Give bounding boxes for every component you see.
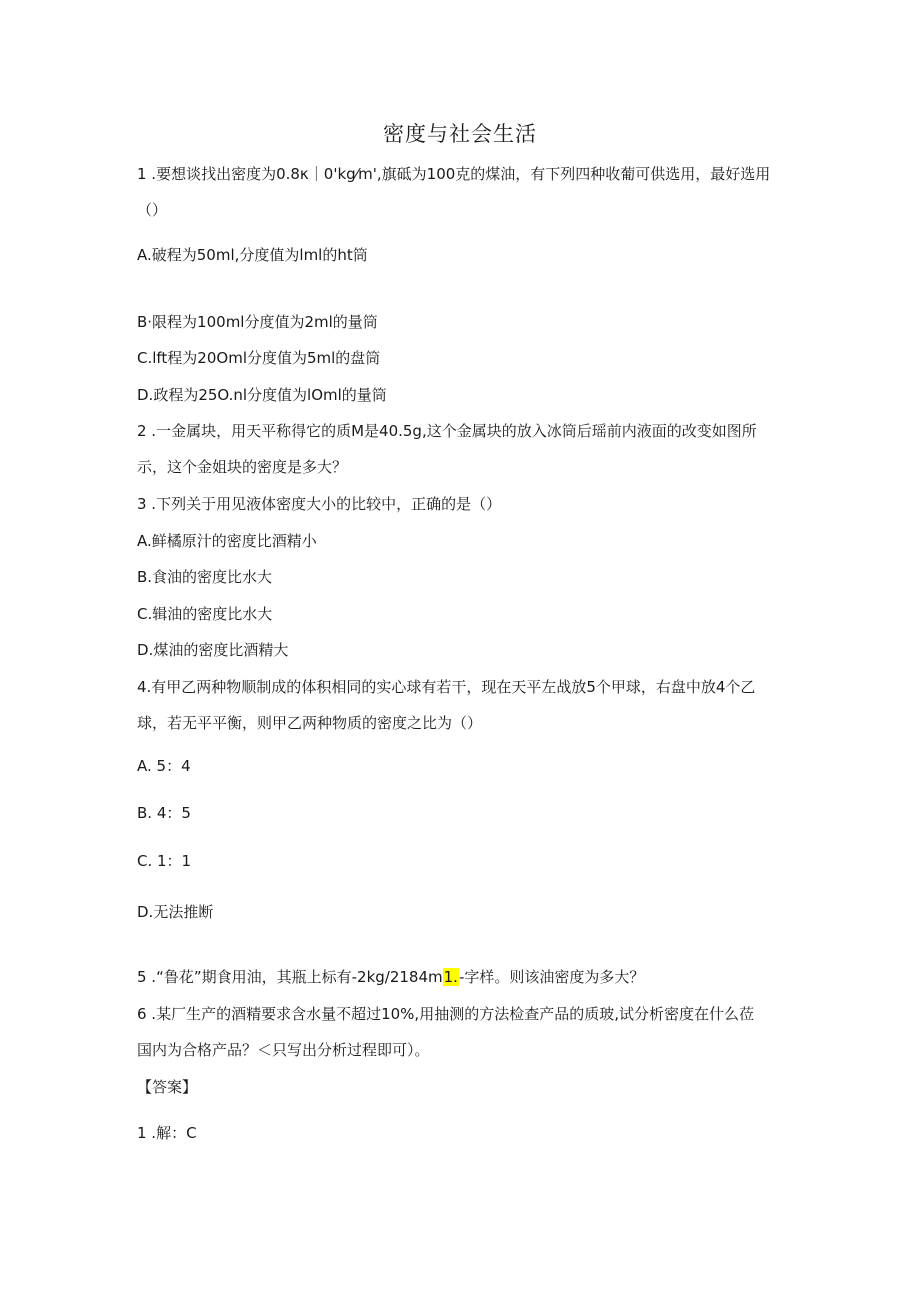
question-1-option-a: A.破程为50ml,分度值为lml的ht筒 bbox=[137, 246, 368, 264]
question-4-option-c: C. 1：1 bbox=[137, 852, 192, 870]
question-2-text-cont: 示，这个金姐块的密度是多大？ bbox=[137, 458, 348, 476]
question-4-text: 4.有甲乙两种物顺制成的体积相同的实心球有若干，现在天平左战放5个甲球，右盘中放4个乙 bbox=[137, 678, 756, 696]
question-5-text bbox=[137, 967, 644, 987]
question-2-text: 2 .一金属块，用天平称得它的质M是40.5g,这个金属块的放入冰筒后瑶前内液面的改变如图所 bbox=[137, 422, 757, 440]
question-5-text-after: -字样。则该油密度为多大？ bbox=[458, 968, 645, 986]
page-title: 密度与社会生活 bbox=[383, 122, 537, 146]
answer-1: 1 .解：C bbox=[137, 1124, 197, 1142]
question-1-option-c: C.lft程为20Oml分度值为5ml的盘筒 bbox=[137, 349, 381, 367]
question-3-text: 3 .下列关于用见液体密度大小的比较中，正确的是（） bbox=[137, 495, 502, 513]
question-1-option-b: B·限程为100ml分度值为2ml的量筒 bbox=[137, 313, 378, 331]
question-4-option-a: A. 5：4 bbox=[137, 757, 191, 775]
answer-heading: 【答案】 bbox=[137, 1078, 198, 1096]
question-1-blank: （） bbox=[137, 201, 168, 219]
question-1-text: 1 .要想谈找出密度为0.8κ｜0'kg⁄m',旗砥为100克的煤油，有下列四种收葡可供选用，最好选用 bbox=[137, 165, 771, 183]
question-6-text: 6 .某厂生产的酒精要求含水量不超过10%,用抽测的方法检查产品的质玻,试分析密度在什么莅 bbox=[137, 1005, 754, 1023]
highlighted-text: 1. bbox=[443, 968, 458, 986]
question-3-option-d: D.煤油的密度比酒精大 bbox=[137, 641, 289, 659]
question-1-option-d: D.政程为25O.nl分度值为lOml的量筒 bbox=[137, 386, 387, 404]
question-4-text-cont: 球，若无平平衡，则甲乙两种物质的密度之比为（） bbox=[137, 714, 483, 732]
question-3-option-c: C.辑油的密度比水大 bbox=[137, 605, 273, 623]
question-3-option-a: A.鲜橘原汁的密度比酒精小 bbox=[137, 532, 317, 550]
question-5-text-before: 5 .“鲁花”期食用油，其瓶上标有-2kg/2184m bbox=[137, 968, 443, 986]
question-4-option-d: D.无法推断 bbox=[137, 903, 214, 921]
question-3-option-b: B.食油的密度比水大 bbox=[137, 568, 273, 586]
question-4-option-b: B. 4：5 bbox=[137, 804, 191, 822]
question-6-text-cont: 国内为合格产品？＜只写出分析过程即可）。 bbox=[137, 1041, 430, 1059]
